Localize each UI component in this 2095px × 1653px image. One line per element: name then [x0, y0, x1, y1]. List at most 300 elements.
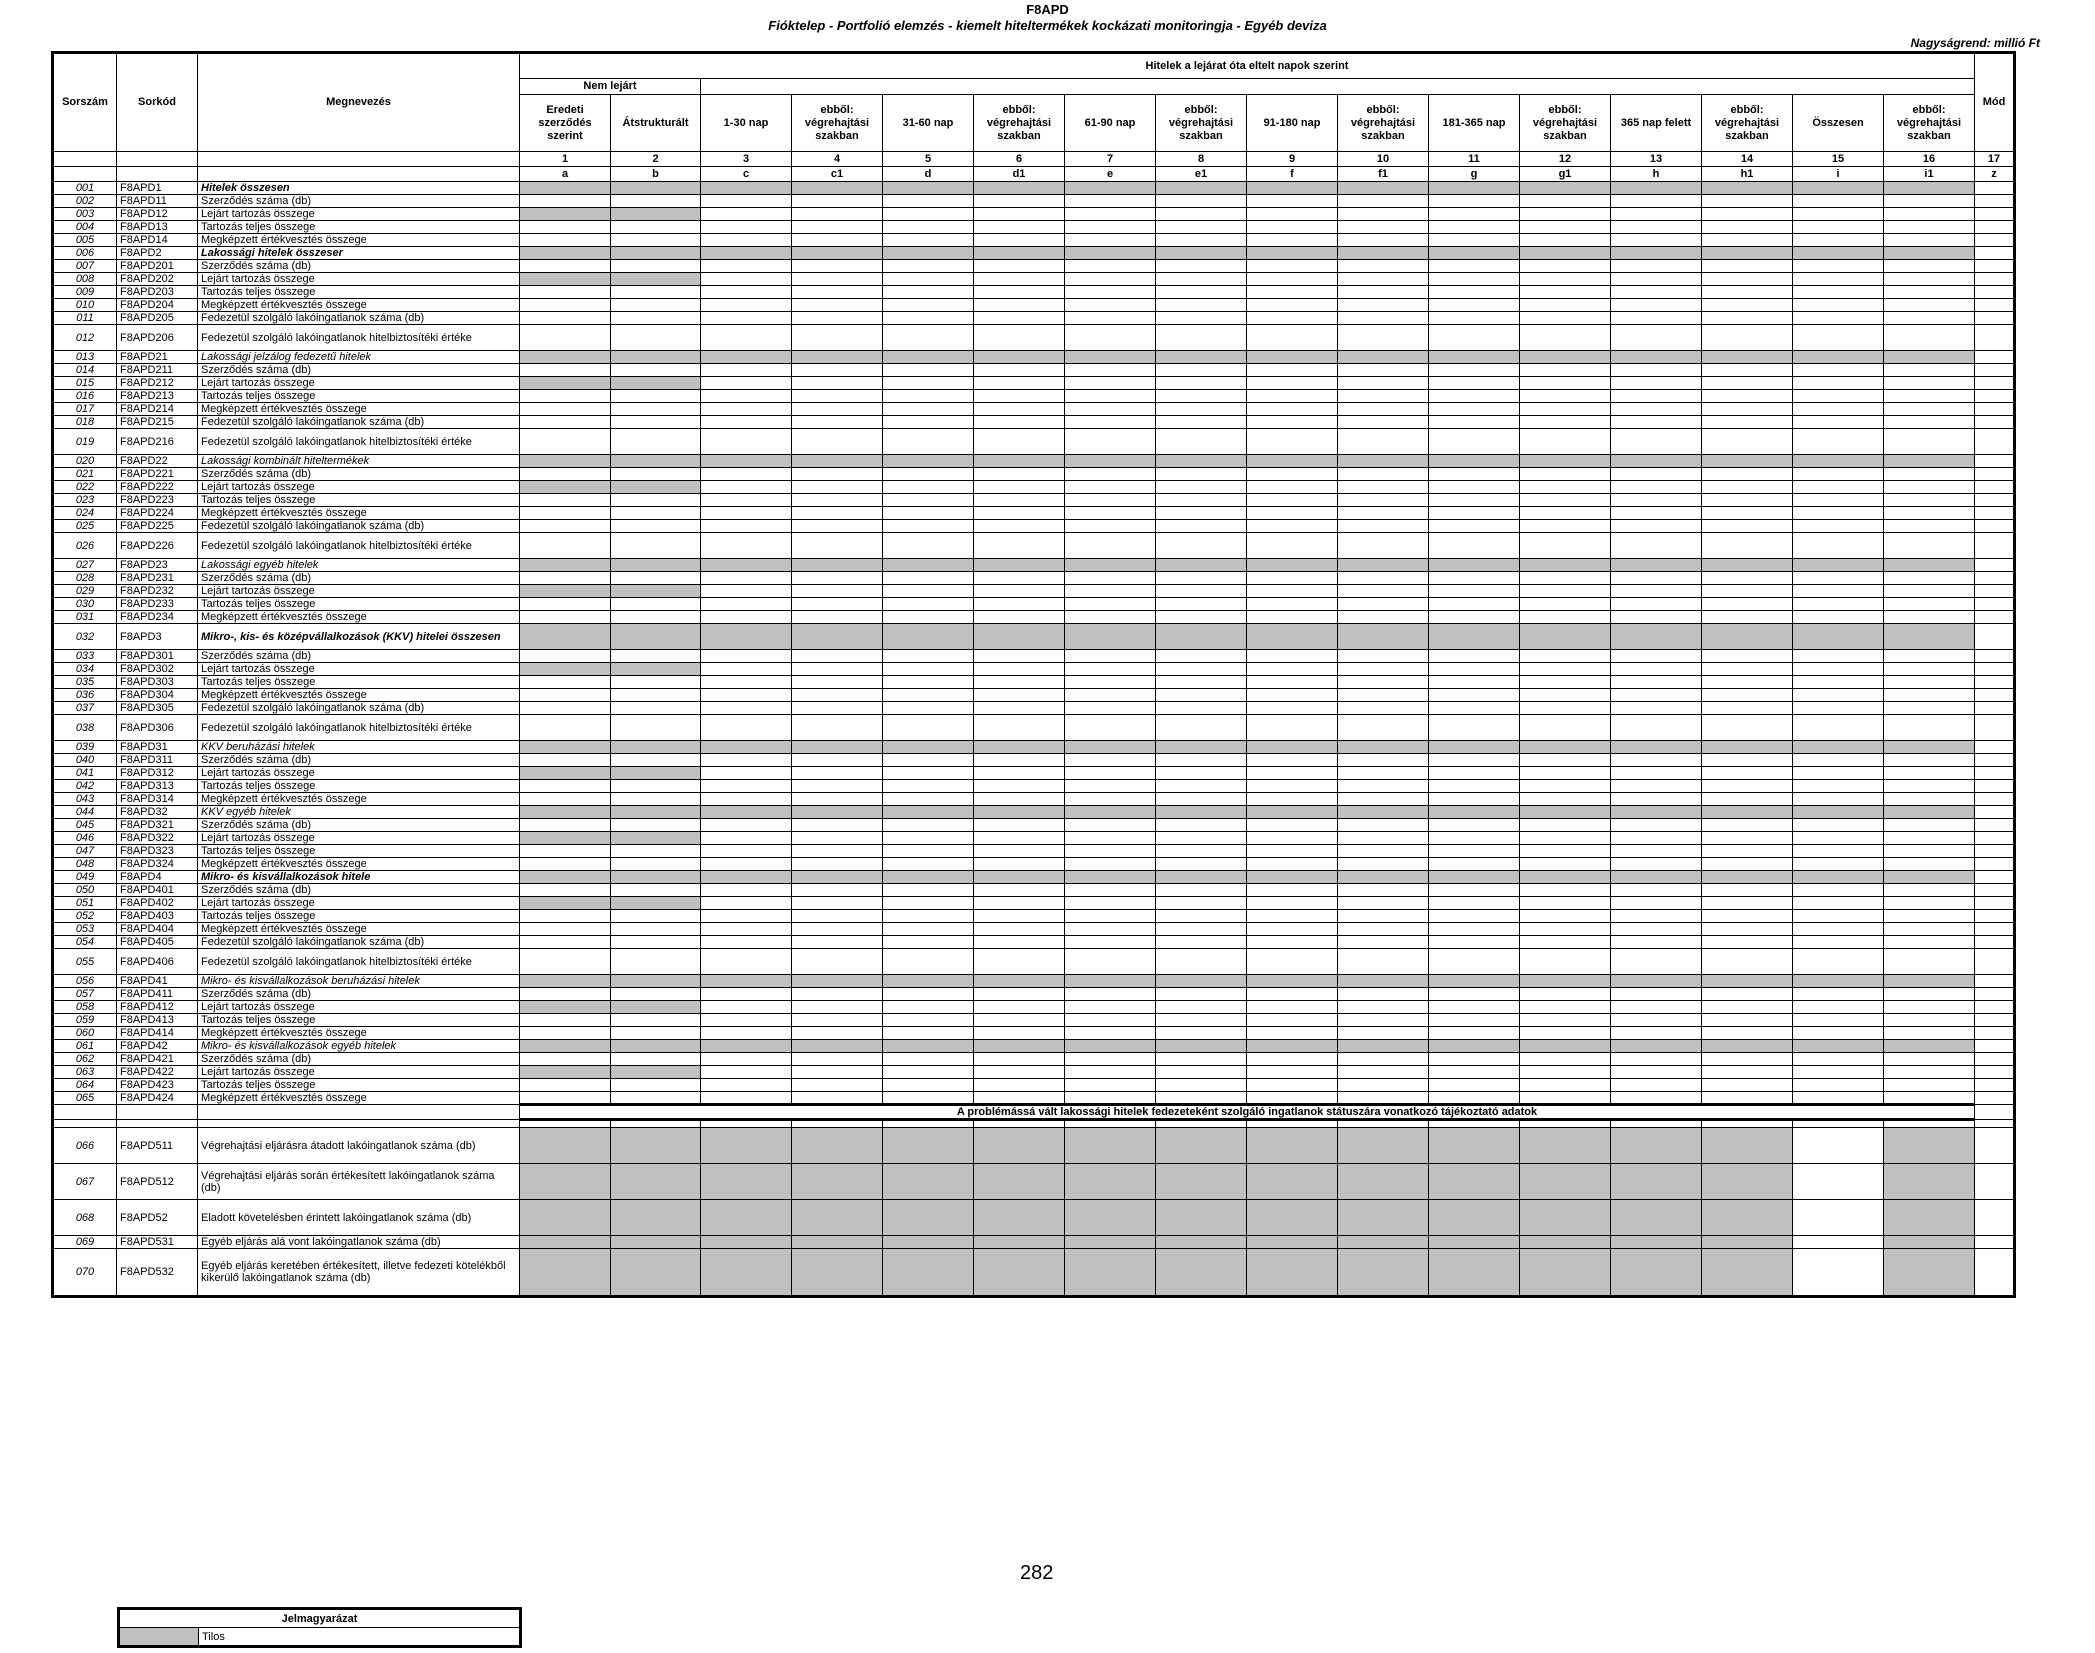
data-cell[interactable]: [1884, 780, 1975, 793]
data-cell[interactable]: [701, 923, 792, 936]
data-cell[interactable]: [883, 1027, 974, 1040]
data-cell[interactable]: [1065, 715, 1156, 741]
data-cell[interactable]: [1975, 754, 2015, 767]
data-cell[interactable]: [701, 351, 792, 364]
data-cell[interactable]: [883, 299, 974, 312]
data-cell[interactable]: [1975, 312, 2015, 325]
data-cell[interactable]: [701, 689, 792, 702]
data-cell[interactable]: [1338, 663, 1429, 676]
data-cell[interactable]: [520, 845, 611, 858]
data-cell[interactable]: [1065, 663, 1156, 676]
data-cell[interactable]: [1884, 1092, 1975, 1105]
data-cell[interactable]: [1429, 845, 1520, 858]
data-cell[interactable]: [1247, 351, 1338, 364]
data-cell[interactable]: [1247, 572, 1338, 585]
data-cell[interactable]: [1247, 949, 1338, 975]
data-cell[interactable]: [1520, 325, 1611, 351]
data-cell[interactable]: [701, 507, 792, 520]
data-cell[interactable]: [701, 897, 792, 910]
data-cell[interactable]: [883, 377, 974, 390]
data-cell[interactable]: [1702, 1014, 1793, 1027]
data-cell[interactable]: [1156, 1079, 1247, 1092]
data-cell[interactable]: [611, 767, 701, 780]
data-cell[interactable]: [974, 364, 1065, 377]
data-cell[interactable]: [1065, 910, 1156, 923]
data-cell[interactable]: [1429, 884, 1520, 897]
data-cell[interactable]: [1520, 572, 1611, 585]
data-cell[interactable]: [792, 364, 883, 377]
data-cell[interactable]: [1975, 1164, 2015, 1200]
data-cell[interactable]: [1702, 1001, 1793, 1014]
data-cell[interactable]: [1975, 689, 2015, 702]
data-cell[interactable]: [520, 949, 611, 975]
data-cell[interactable]: [1520, 416, 1611, 429]
data-cell[interactable]: [1793, 1014, 1884, 1027]
data-cell[interactable]: [1611, 598, 1702, 611]
data-cell[interactable]: [1975, 650, 2015, 663]
data-cell[interactable]: [1884, 520, 1975, 533]
data-cell[interactable]: [974, 689, 1065, 702]
data-cell[interactable]: [1975, 611, 2015, 624]
data-cell[interactable]: [1975, 923, 2015, 936]
data-cell[interactable]: [1247, 377, 1338, 390]
data-cell[interactable]: [792, 1027, 883, 1040]
data-cell[interactable]: [792, 520, 883, 533]
data-cell[interactable]: [1065, 897, 1156, 910]
data-cell[interactable]: [883, 780, 974, 793]
data-cell[interactable]: [701, 611, 792, 624]
data-cell[interactable]: [883, 897, 974, 910]
data-cell[interactable]: [1156, 403, 1247, 416]
data-cell[interactable]: [1247, 429, 1338, 455]
data-cell[interactable]: [701, 1066, 792, 1079]
data-cell[interactable]: [1520, 234, 1611, 247]
data-cell[interactable]: [1156, 936, 1247, 949]
data-cell[interactable]: [611, 481, 701, 494]
data-cell[interactable]: [701, 364, 792, 377]
data-cell[interactable]: [611, 819, 701, 832]
data-cell[interactable]: [701, 572, 792, 585]
data-cell[interactable]: [1247, 897, 1338, 910]
data-cell[interactable]: [974, 819, 1065, 832]
data-cell[interactable]: [1702, 871, 1793, 884]
data-cell[interactable]: [1884, 403, 1975, 416]
data-cell[interactable]: [1247, 780, 1338, 793]
data-cell[interactable]: [1702, 689, 1793, 702]
data-cell[interactable]: [1065, 364, 1156, 377]
data-cell[interactable]: [1156, 520, 1247, 533]
data-cell[interactable]: [1247, 1066, 1338, 1079]
data-cell[interactable]: [974, 1200, 1065, 1236]
data-cell[interactable]: [1611, 299, 1702, 312]
data-cell[interactable]: [701, 1092, 792, 1105]
data-cell[interactable]: [1338, 507, 1429, 520]
data-cell[interactable]: [1338, 676, 1429, 689]
data-cell[interactable]: [1065, 351, 1156, 364]
data-cell[interactable]: [1611, 1066, 1702, 1079]
data-cell[interactable]: [1156, 975, 1247, 988]
data-cell[interactable]: [1611, 533, 1702, 559]
data-cell[interactable]: [1884, 975, 1975, 988]
data-cell[interactable]: [520, 1236, 611, 1249]
data-cell[interactable]: [611, 1066, 701, 1079]
data-cell[interactable]: [1429, 598, 1520, 611]
data-cell[interactable]: [520, 559, 611, 572]
data-cell[interactable]: [611, 533, 701, 559]
data-cell[interactable]: [1156, 221, 1247, 234]
data-cell[interactable]: [792, 494, 883, 507]
data-cell[interactable]: [520, 390, 611, 403]
data-cell[interactable]: [1520, 650, 1611, 663]
data-cell[interactable]: [611, 975, 701, 988]
data-cell[interactable]: [701, 1200, 792, 1236]
data-cell[interactable]: [974, 1164, 1065, 1200]
data-cell[interactable]: [611, 403, 701, 416]
data-cell[interactable]: [1065, 1249, 1156, 1297]
data-cell[interactable]: [1065, 767, 1156, 780]
data-cell[interactable]: [1338, 832, 1429, 845]
data-cell[interactable]: [1156, 312, 1247, 325]
data-cell[interactable]: [701, 1164, 792, 1200]
data-cell[interactable]: [974, 676, 1065, 689]
data-cell[interactable]: [701, 819, 792, 832]
data-cell[interactable]: [701, 975, 792, 988]
data-cell[interactable]: [1338, 936, 1429, 949]
data-cell[interactable]: [1429, 234, 1520, 247]
data-cell[interactable]: [701, 767, 792, 780]
data-cell[interactable]: [1611, 520, 1702, 533]
data-cell[interactable]: [520, 884, 611, 897]
data-cell[interactable]: [792, 975, 883, 988]
data-cell[interactable]: [611, 494, 701, 507]
data-cell[interactable]: [974, 1040, 1065, 1053]
data-cell[interactable]: [1611, 494, 1702, 507]
data-cell[interactable]: [974, 559, 1065, 572]
data-cell[interactable]: [1793, 429, 1884, 455]
data-cell[interactable]: [1884, 754, 1975, 767]
data-cell[interactable]: [1065, 689, 1156, 702]
data-cell[interactable]: [1156, 923, 1247, 936]
data-cell[interactable]: [1247, 468, 1338, 481]
data-cell[interactable]: [520, 806, 611, 819]
data-cell[interactable]: [974, 858, 1065, 871]
data-cell[interactable]: [520, 793, 611, 806]
data-cell[interactable]: [1247, 936, 1338, 949]
data-cell[interactable]: [1156, 364, 1247, 377]
data-cell[interactable]: [1702, 1236, 1793, 1249]
data-cell[interactable]: [1884, 1027, 1975, 1040]
data-cell[interactable]: [792, 572, 883, 585]
data-cell[interactable]: [1884, 819, 1975, 832]
data-cell[interactable]: [1702, 273, 1793, 286]
data-cell[interactable]: [1611, 182, 1702, 195]
data-cell[interactable]: [1520, 481, 1611, 494]
data-cell[interactable]: [1520, 910, 1611, 923]
data-cell[interactable]: [520, 1079, 611, 1092]
data-cell[interactable]: [883, 468, 974, 481]
data-cell[interactable]: [1793, 845, 1884, 858]
data-cell[interactable]: [792, 858, 883, 871]
data-cell[interactable]: [1975, 806, 2015, 819]
data-cell[interactable]: [1429, 988, 1520, 1001]
data-cell[interactable]: [1338, 793, 1429, 806]
data-cell[interactable]: [1793, 533, 1884, 559]
data-cell[interactable]: [1065, 1236, 1156, 1249]
data-cell[interactable]: [1884, 260, 1975, 273]
data-cell[interactable]: [792, 676, 883, 689]
data-cell[interactable]: [1247, 1249, 1338, 1297]
data-cell[interactable]: [701, 1014, 792, 1027]
data-cell[interactable]: [883, 806, 974, 819]
data-cell[interactable]: [1156, 585, 1247, 598]
data-cell[interactable]: [701, 988, 792, 1001]
data-cell[interactable]: [1065, 559, 1156, 572]
data-cell[interactable]: [1156, 754, 1247, 767]
data-cell[interactable]: [1065, 234, 1156, 247]
data-cell[interactable]: [792, 585, 883, 598]
data-cell[interactable]: [1975, 949, 2015, 975]
data-cell[interactable]: [1429, 910, 1520, 923]
data-cell[interactable]: [1338, 611, 1429, 624]
data-cell[interactable]: [883, 663, 974, 676]
data-cell[interactable]: [974, 507, 1065, 520]
data-cell[interactable]: [1793, 689, 1884, 702]
data-cell[interactable]: [974, 1236, 1065, 1249]
data-cell[interactable]: [1247, 1001, 1338, 1014]
data-cell[interactable]: [1429, 390, 1520, 403]
data-cell[interactable]: [1520, 663, 1611, 676]
data-cell[interactable]: [974, 520, 1065, 533]
data-cell[interactable]: [1793, 234, 1884, 247]
data-cell[interactable]: [1975, 390, 2015, 403]
data-cell[interactable]: [792, 247, 883, 260]
data-cell[interactable]: [701, 559, 792, 572]
data-cell[interactable]: [1520, 754, 1611, 767]
data-cell[interactable]: [792, 533, 883, 559]
data-cell[interactable]: [1429, 286, 1520, 299]
data-cell[interactable]: [1611, 741, 1702, 754]
data-cell[interactable]: [1611, 1164, 1702, 1200]
data-cell[interactable]: [792, 1079, 883, 1092]
data-cell[interactable]: [1156, 832, 1247, 845]
data-cell[interactable]: [1065, 221, 1156, 234]
data-cell[interactable]: [1793, 767, 1884, 780]
data-cell[interactable]: [1793, 390, 1884, 403]
data-cell[interactable]: [974, 429, 1065, 455]
data-cell[interactable]: [883, 650, 974, 663]
data-cell[interactable]: [1156, 598, 1247, 611]
data-cell[interactable]: [611, 585, 701, 598]
data-cell[interactable]: [1156, 715, 1247, 741]
data-cell[interactable]: [1793, 585, 1884, 598]
data-cell[interactable]: [974, 221, 1065, 234]
data-cell[interactable]: [1702, 1027, 1793, 1040]
data-cell[interactable]: [792, 949, 883, 975]
data-cell[interactable]: [1702, 923, 1793, 936]
data-cell[interactable]: [1702, 832, 1793, 845]
data-cell[interactable]: [883, 676, 974, 689]
data-cell[interactable]: [1065, 949, 1156, 975]
data-cell[interactable]: [1247, 494, 1338, 507]
data-cell[interactable]: [1065, 611, 1156, 624]
data-cell[interactable]: [701, 1053, 792, 1066]
data-cell[interactable]: [1611, 403, 1702, 416]
data-cell[interactable]: [611, 208, 701, 221]
data-cell[interactable]: [1429, 1079, 1520, 1092]
data-cell[interactable]: [520, 1027, 611, 1040]
data-cell[interactable]: [520, 455, 611, 468]
data-cell[interactable]: [1338, 377, 1429, 390]
data-cell[interactable]: [1065, 1014, 1156, 1027]
data-cell[interactable]: [974, 936, 1065, 949]
data-cell[interactable]: [1247, 273, 1338, 286]
data-cell[interactable]: [1338, 598, 1429, 611]
data-cell[interactable]: [611, 910, 701, 923]
data-cell[interactable]: [1065, 481, 1156, 494]
data-cell[interactable]: [520, 299, 611, 312]
data-cell[interactable]: [611, 507, 701, 520]
data-cell[interactable]: [1975, 429, 2015, 455]
data-cell[interactable]: [701, 780, 792, 793]
data-cell[interactable]: [1429, 663, 1520, 676]
data-cell[interactable]: [611, 377, 701, 390]
data-cell[interactable]: [792, 715, 883, 741]
data-cell[interactable]: [883, 195, 974, 208]
data-cell[interactable]: [1975, 234, 2015, 247]
data-cell[interactable]: [883, 1200, 974, 1236]
data-cell[interactable]: [1156, 299, 1247, 312]
data-cell[interactable]: [792, 754, 883, 767]
data-cell[interactable]: [1065, 845, 1156, 858]
data-cell[interactable]: [1611, 1040, 1702, 1053]
data-cell[interactable]: [1156, 455, 1247, 468]
data-cell[interactable]: [611, 936, 701, 949]
data-cell[interactable]: [1975, 793, 2015, 806]
data-cell[interactable]: [520, 832, 611, 845]
data-cell[interactable]: [1611, 1014, 1702, 1027]
data-cell[interactable]: [1429, 819, 1520, 832]
data-cell[interactable]: [611, 351, 701, 364]
data-cell[interactable]: [883, 767, 974, 780]
data-cell[interactable]: [520, 819, 611, 832]
data-cell[interactable]: [1247, 767, 1338, 780]
data-cell[interactable]: [1611, 1027, 1702, 1040]
data-cell[interactable]: [1702, 819, 1793, 832]
data-cell[interactable]: [1429, 1200, 1520, 1236]
data-cell[interactable]: [1247, 806, 1338, 819]
data-cell[interactable]: [1429, 559, 1520, 572]
data-cell[interactable]: [1065, 273, 1156, 286]
data-cell[interactable]: [1338, 897, 1429, 910]
data-cell[interactable]: [974, 1092, 1065, 1105]
data-cell[interactable]: [1429, 767, 1520, 780]
data-cell[interactable]: [1247, 325, 1338, 351]
data-cell[interactable]: [1884, 247, 1975, 260]
data-cell[interactable]: [792, 689, 883, 702]
data-cell[interactable]: [792, 936, 883, 949]
data-cell[interactable]: [1611, 468, 1702, 481]
data-cell[interactable]: [883, 429, 974, 455]
data-cell[interactable]: [1156, 806, 1247, 819]
data-cell[interactable]: [974, 897, 1065, 910]
data-cell[interactable]: [611, 195, 701, 208]
data-cell[interactable]: [792, 767, 883, 780]
data-cell[interactable]: [1247, 715, 1338, 741]
data-cell[interactable]: [1611, 260, 1702, 273]
data-cell[interactable]: [1247, 741, 1338, 754]
data-cell[interactable]: [1884, 1053, 1975, 1066]
data-cell[interactable]: [1338, 1236, 1429, 1249]
data-cell[interactable]: [974, 1249, 1065, 1297]
data-cell[interactable]: [701, 299, 792, 312]
data-cell[interactable]: [792, 780, 883, 793]
data-cell[interactable]: [611, 520, 701, 533]
data-cell[interactable]: [1247, 858, 1338, 871]
data-cell[interactable]: [1429, 1027, 1520, 1040]
data-cell[interactable]: [1975, 507, 2015, 520]
data-cell[interactable]: [520, 975, 611, 988]
data-cell[interactable]: [520, 429, 611, 455]
data-cell[interactable]: [1429, 325, 1520, 351]
data-cell[interactable]: [1702, 1066, 1793, 1079]
data-cell[interactable]: [792, 1014, 883, 1027]
data-cell[interactable]: [1793, 884, 1884, 897]
data-cell[interactable]: [1338, 182, 1429, 195]
data-cell[interactable]: [1247, 1014, 1338, 1027]
data-cell[interactable]: [883, 923, 974, 936]
data-cell[interactable]: [1247, 182, 1338, 195]
data-cell[interactable]: [1247, 1053, 1338, 1066]
data-cell[interactable]: [1702, 377, 1793, 390]
data-cell[interactable]: [883, 1014, 974, 1027]
data-cell[interactable]: [1247, 754, 1338, 767]
data-cell[interactable]: [1611, 1236, 1702, 1249]
data-cell[interactable]: [1520, 195, 1611, 208]
data-cell[interactable]: [701, 650, 792, 663]
data-cell[interactable]: [1338, 1200, 1429, 1236]
data-cell[interactable]: [1065, 390, 1156, 403]
data-cell[interactable]: [883, 845, 974, 858]
data-cell[interactable]: [1247, 507, 1338, 520]
data-cell[interactable]: [974, 494, 1065, 507]
data-cell[interactable]: [1793, 923, 1884, 936]
data-cell[interactable]: [1611, 871, 1702, 884]
data-cell[interactable]: [974, 780, 1065, 793]
data-cell[interactable]: [1429, 897, 1520, 910]
data-cell[interactable]: [1884, 468, 1975, 481]
data-cell[interactable]: [1702, 754, 1793, 767]
data-cell[interactable]: [1884, 845, 1975, 858]
data-cell[interactable]: [701, 182, 792, 195]
data-cell[interactable]: [1520, 1027, 1611, 1040]
data-cell[interactable]: [974, 923, 1065, 936]
data-cell[interactable]: [1247, 195, 1338, 208]
data-cell[interactable]: [1065, 1040, 1156, 1053]
data-cell[interactable]: [883, 572, 974, 585]
data-cell[interactable]: [974, 650, 1065, 663]
data-cell[interactable]: [1793, 871, 1884, 884]
data-cell[interactable]: [792, 598, 883, 611]
data-cell[interactable]: [1884, 416, 1975, 429]
data-cell[interactable]: [792, 1200, 883, 1236]
data-cell[interactable]: [1429, 507, 1520, 520]
data-cell[interactable]: [974, 416, 1065, 429]
data-cell[interactable]: [701, 1128, 792, 1164]
data-cell[interactable]: [974, 468, 1065, 481]
data-cell[interactable]: [520, 1128, 611, 1164]
data-cell[interactable]: [1338, 585, 1429, 598]
data-cell[interactable]: [1975, 1014, 2015, 1027]
